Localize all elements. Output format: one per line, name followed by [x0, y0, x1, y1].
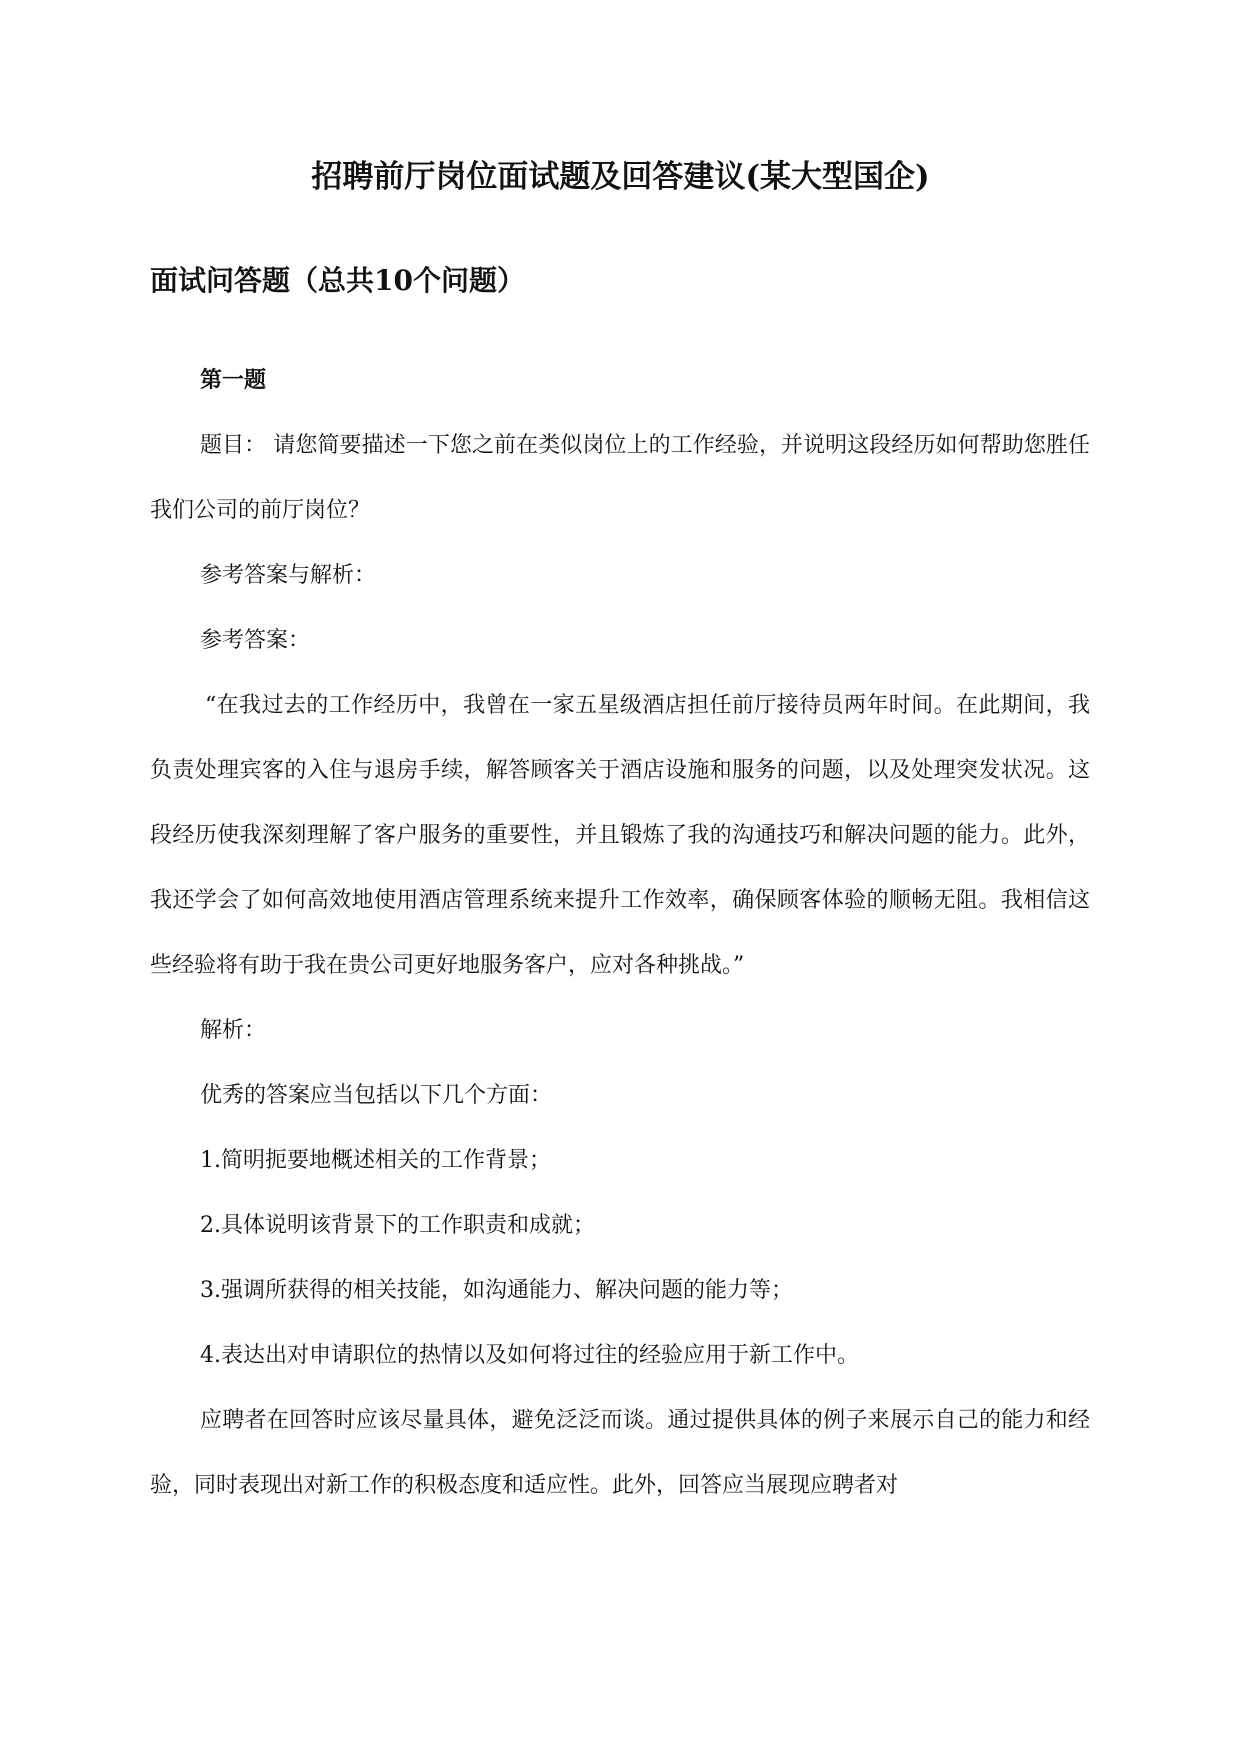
document-title: 招聘前厅岗位面试题及回答建议(某大型国企)	[311, 159, 930, 195]
answer-and-analysis-label: 参考答案与解析：	[200, 563, 377, 588]
analysis-point-4: 4.表达出对申请职位的热情以及如何将过往的经验应用于新工作中。	[200, 1343, 859, 1368]
answer-text: “在我过去的工作经历中，我曾在一家五星级酒店担任前厅接待员两年时间。在此期间，我负责处理宾客的入住与退房手续，解答顾客关于酒店设施和服务的问题，以及处理突发状况。这段经历使我深刻理解了客户服务的重要性，并且锻炼了我的沟通技巧和解决问题的能力。此外，我还学会了如何高效地使用酒店管理系统来提升工作效率，确保顾客体验的顺畅无阻。我相信这些经验将有助于我在贵公司更好地服务客户，应对各种挑战。”	[150, 693, 1090, 978]
answer-label: 参考答案：	[200, 628, 311, 653]
analysis-point-3: 3.强调所获得的相关技能，如沟通能力、解决问题的能力等；	[200, 1278, 793, 1303]
analysis-point-2: 2.具体说明该背景下的工作职责和成就；	[200, 1213, 595, 1238]
question-text: 题目： 请您简要描述一下您之前在类似岗位上的工作经验，并说明这段经历如何帮助您胜任我们公司的前厅岗位？	[150, 433, 1090, 523]
analysis-intro: 优秀的答案应当包括以下几个方面：	[200, 1083, 553, 1108]
section-heading: 面试问答题（总共10个问题）	[150, 264, 525, 297]
analysis-point-1: 1.简明扼要地概述相关的工作背景；	[200, 1148, 551, 1173]
analysis-label: 解析：	[200, 1018, 267, 1043]
closing-text: 应聘者在回答时应该尽量具体，避免泛泛而谈。通过提供具体的例子来展示自己的能力和经验，同时表现出对新工作的积极态度和适应性。此外，回答应当展现应聘者对	[150, 1408, 1090, 1498]
question-heading: 第一题	[200, 367, 267, 393]
document-body	[150, 348, 1090, 1518]
